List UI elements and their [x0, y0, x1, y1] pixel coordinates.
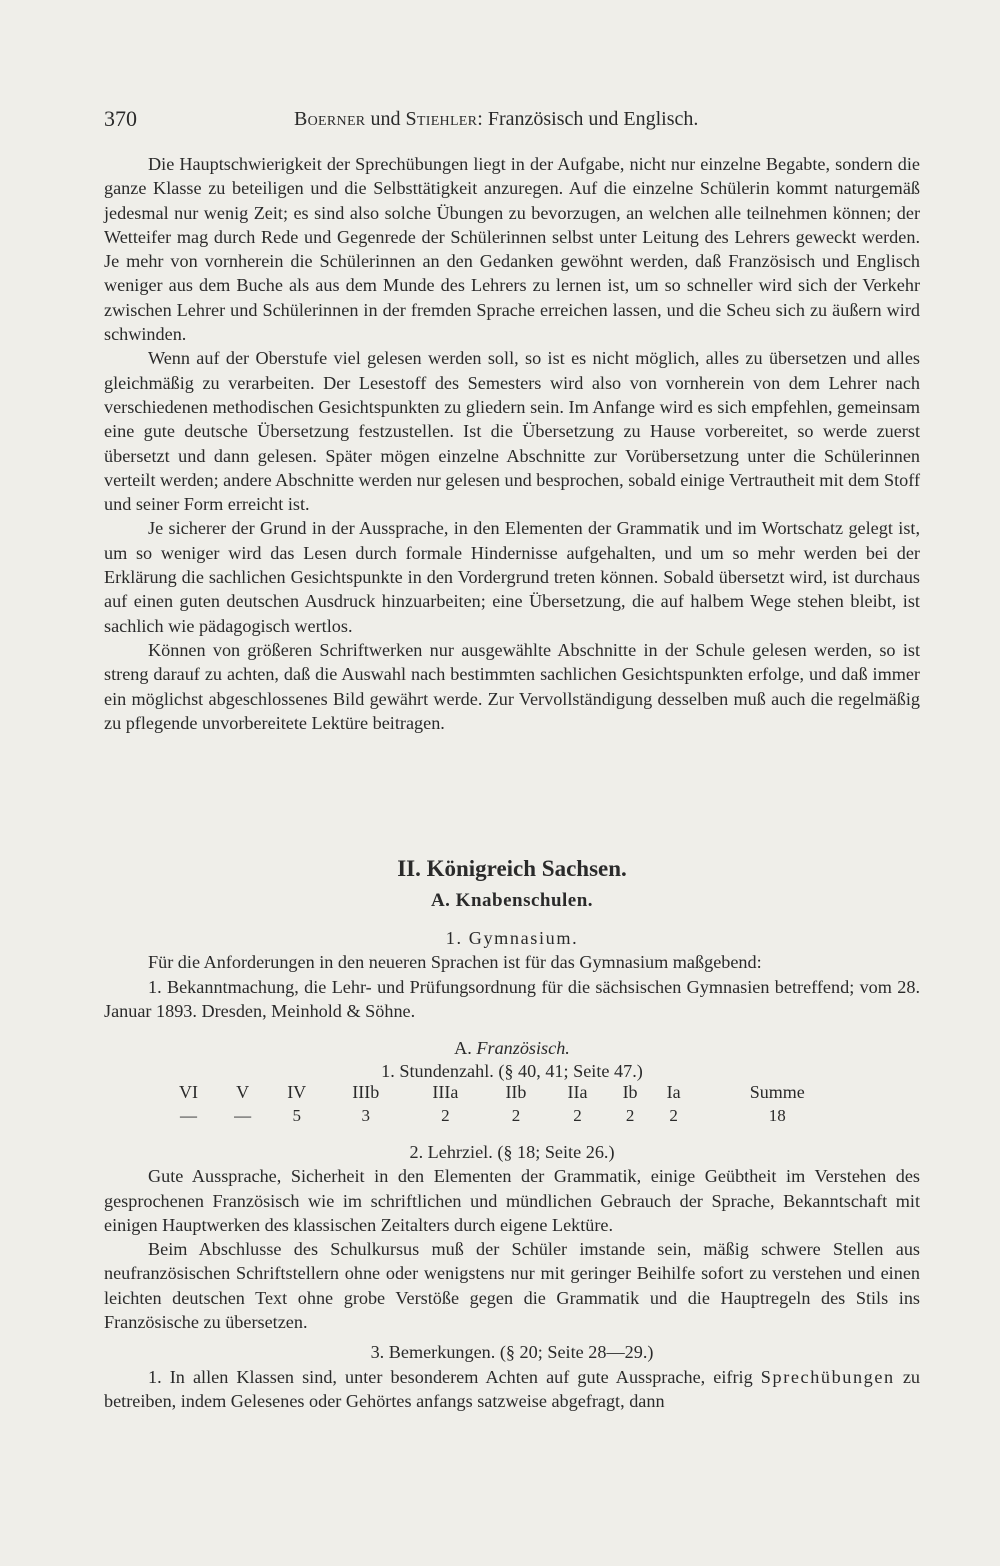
table-cell: 2 [441, 1106, 450, 1125]
paragraph: Je sicherer der Grund in der Aussprache, in den Elementen der Grammatik und im Wortschatz gelegt ist, um so weniger wird das Lesen durch formale Hindernisse aufgehalten, und um so mehr werden bei der Erklärung die sachlichen Gesichtspunkte in den Vordergrund treten können. Sobald übersetzt wird, ist durchaus auf einen guten deutschen Ausdruck hinzuarbeiten; eine Übersetzung, die auf halbem Wege stehen bleibt, ist sachlich wie pädagogisch wertlos. [104, 518, 920, 636]
text-run: zu betreiben, indem Gelesenes oder Gehörtes anfangs satzweise abgefragt, dann [104, 1366, 920, 1411]
paragraph: Beim Abschlusse des Schulkursus muß der Schüler imstande sein, mäßig schwere Stellen aus neufranzösischen Schriftstellern ohne oder wenigstens nur mit geringer Beihilfe sofort zu verstehen und einen leichten deutschen Text ohne grobe Verstöße gegen die Grammatik und die Hauptregeln des Stils ins Französische zu übersetzen. [104, 1239, 920, 1333]
author-stiehler: Stiehler [405, 108, 478, 130]
stundenzahl-caption: 1. Stundenzahl. (§ 40, 41; Seite 47.) [381, 1061, 643, 1081]
language-heading [104, 1038, 920, 1059]
book-title: : Französisch und Englisch. [477, 108, 699, 130]
regulation-item: 1. Bekanntmachung, die Lehr- und Prüfungsordnung für die sächsischen Gymnasien betreffend; vom 28. Januar 1893. Dresden, Meinhold & Söhne. [104, 976, 920, 1021]
table-cell: 2 [511, 1106, 521, 1125]
running-title [294, 108, 698, 131]
and-word: und [365, 108, 406, 130]
table-header-cell: V [236, 1081, 250, 1102]
running-header [104, 104, 924, 134]
table-header-cell: IIa [567, 1081, 588, 1102]
paragraph: Gute Aussprache, Sicherheit in den Elementen der Grammatik, einige Geübtheit im Verstehen des gesprochenen Französisch wie im schriftlichen und mündlichen Gebrauch der Sprache, Bekanntschaft mit einigen Hauptwerken des klassischen Zeitalters durch eigene Lektüre. [104, 1166, 920, 1235]
table-header-cell: IIb [505, 1081, 527, 1102]
table-header-cell: IV [287, 1081, 307, 1102]
paragraph: Können von größeren Schriftwerken nur ausgewählte Abschnitte in der Schule gelesen werden, so ist streng darauf zu achten, daß die Auswahl nach bestimmten sachlichen Gesichtspunkten erfolge, und daß immer ein möglichst abgeschlossenes Bild gewährt werde. Zur Vervollständigung desselben muß auch die regelmäßig zu pflegende unvorbereitete Lektüre beitragen. [104, 639, 920, 733]
bemerkungen-caption: 3. Bemerkungen. (§ 20; Seite 28—29.) [370, 1342, 654, 1363]
table-cell: 2 [573, 1106, 582, 1125]
lehrziel-block [104, 1140, 920, 1413]
author-boerner: Boerner [294, 108, 366, 130]
spaced-text: Sprechübungen [760, 1366, 895, 1387]
paragraph: Die Hauptschwierigkeit der Sprechübungen liegt in der Aufgabe, nicht nur einzelne Begabte, sondern die ganze Klasse zu beteiligen und die Selbsttätigkeit anzuregen. Auf die einzelne Schülerin kommt naturgemäß jedesmal nur wenig Zeit; es sind also solche Übungen zu bevorzugen, an welchen alle teilnehmen können; der Wetteifer mag durch Rede und Gegenrede der Schülerinnen selbst unter Leitung des Lehrers geweckt werden. Je mehr von vornherein die Schülerinnen an den Gedanken gewöhnt werden, daß Französisch und Englisch weniger aus dem Buche als aus dem Munde des Lehrers zu lernen ist, um so schneller wird sich der Verkehr zwischen Lehrer und Schülerinnen in der fremden Sprache erreichen lassen, und die Scheu sich zu äußern wird schwinden. [104, 154, 920, 345]
language-name: Französisch. [476, 1038, 570, 1058]
gymnasium-block [104, 912, 920, 1023]
language-prefix: A. [454, 1038, 477, 1058]
section-heading: II. Königreich Sachsen. [397, 856, 627, 881]
table-header-cell: IIIa [432, 1081, 459, 1102]
paragraph [104, 1365, 920, 1414]
table-row [160, 1104, 860, 1128]
table-cell: — [180, 1106, 198, 1125]
table-cell: 18 [768, 1106, 786, 1125]
table-cell: 3 [361, 1106, 371, 1125]
table-cell: — [234, 1106, 252, 1125]
paragraph: Wenn auf der Oberstufe viel gelesen werden soll, so ist es nicht möglich, alles zu übersetzen und alles gleichmäßig zu verarbeiten. Der Lesestoff des Semesters wird also von vornherein von dem Lehrer nach verschiedenen methodischen Gesichtspunkten zu gliedern sein. Im Anfange wird es sich empfehlen, gemeinsam eine gute deutsche Übersetzung festzustellen. Ist die Übersetzung zu Hause vorbereitet, so werde zuerst übersetzt und dann gelesen. Später mögen einzelne Abschnitte zur Vorübersetzung unter die Schülerinnen verteilt werden; andere Abschnitte werden nur gelesen und besprochen, sobald einige Vertrautheit mit dem Stoff und seiner Form erreicht ist. [104, 348, 921, 515]
subsection-heading: A. Knabenschulen. [430, 890, 594, 911]
table-header-cell: Ia [666, 1081, 681, 1102]
table-cell: 2 [669, 1106, 678, 1125]
table-cell: 2 [625, 1106, 635, 1125]
table-header-cell: Ib [622, 1081, 638, 1102]
table-header-cell: VI [179, 1081, 199, 1102]
table-cell: 5 [292, 1106, 301, 1125]
body-text [104, 152, 920, 735]
table-header-row [160, 1080, 860, 1104]
page-number: 370 [104, 106, 137, 131]
text-run: 1. In allen Klassen sind, unter besonderem Achten auf gute Aussprache, eifrig [148, 1366, 761, 1387]
table-header-cell: Summe [749, 1081, 805, 1102]
lehrziel-caption: 2. Lehrziel. (§ 18; Seite 26.) [409, 1142, 615, 1162]
table-header-cell: IIIb [352, 1081, 380, 1102]
intro-text: Für die Anforderungen in den neueren Sprachen ist für das Gymnasium maßgebend: [148, 952, 762, 973]
school-type: 1. Gymnasium. [445, 928, 579, 948]
hours-table [160, 1080, 860, 1128]
